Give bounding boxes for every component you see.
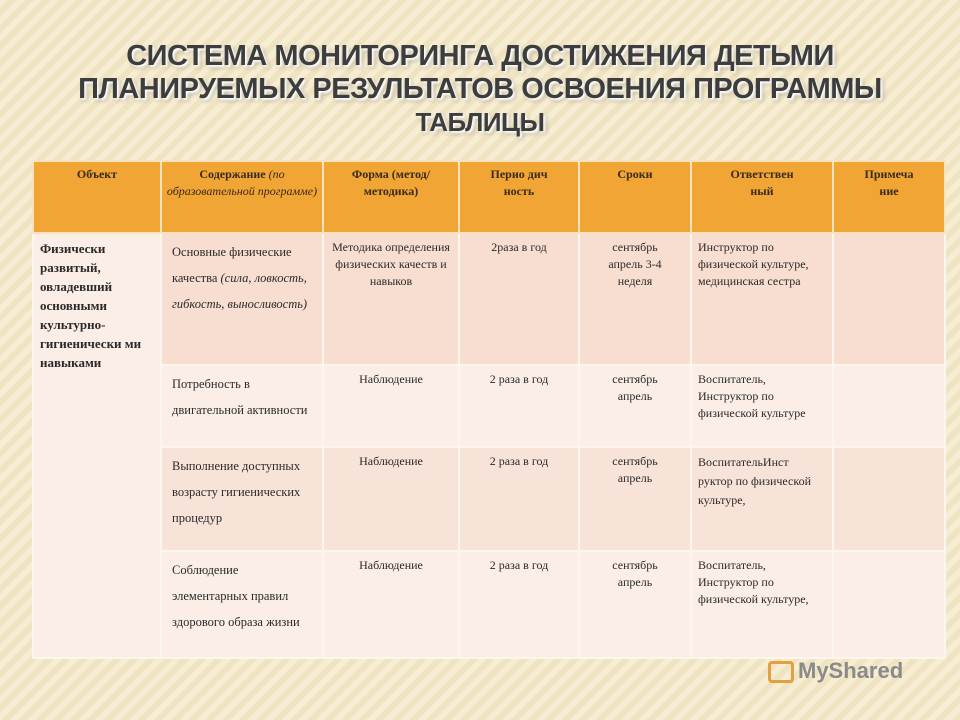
note-cell [833,447,945,551]
title-line-2: ПЛАНИРУЕМЫХ РЕЗУЛЬТАТОВ ОСВОЕНИЯ ПРОГРАММЫ [78,73,882,105]
watermark-logo: MyShared [768,658,903,684]
form-cell: Наблюдение [323,551,459,658]
period-cell: 2 раза в год [459,551,579,658]
form-cell: Наблюдение [323,365,459,447]
title-line-3: ТАБЛИЦЫ [415,107,545,137]
header-note: Примеча ние [833,161,945,233]
note-cell [833,365,945,447]
header-period: Перио дич ность [459,161,579,233]
header-object: Объект [33,161,161,233]
slide-title [0,40,960,139]
monitoring-table [32,160,946,659]
presentation-icon [768,661,794,683]
content-cell: Соблюдение элементарных правил здорового образа жизни [161,551,323,658]
terms-cell: сентябрь апрель 3-4 неделя [579,233,691,365]
responsible-cell: Воспитатель, Инструктор по физической культуре, [691,551,833,658]
content-cell: Основные физические качества (сила, ловкость, гибкость, выносливость) [161,233,323,365]
responsible-cell: ВоспитательИнст руктор по физической культуре, [691,447,833,551]
responsible-cell: Воспитатель, Инструктор по физической культуре [691,365,833,447]
form-cell: Наблюдение [323,447,459,551]
note-cell [833,551,945,658]
table-row [33,233,945,365]
period-cell: 2 раза в год [459,447,579,551]
responsible-cell: Инструктор по физической культуре, медицинская сестра [691,233,833,365]
form-cell: Методика определения физических качеств и навыков [323,233,459,365]
terms-cell: сентябрь апрель [579,551,691,658]
table-header-row [33,161,945,233]
table-row [33,551,945,658]
header-terms: Сроки [579,161,691,233]
note-cell [833,233,945,365]
content-cell: Потребность в двигательной активности [161,365,323,447]
header-form: Форма (метод/ методика) [323,161,459,233]
header-content: Содержание (по образовательной программе) [161,161,323,233]
header-responsible: Ответствен ный [691,161,833,233]
table-row [33,447,945,551]
table-row [33,365,945,447]
terms-cell: сентябрь апрель [579,365,691,447]
object-cell: Физически развитый, овладевший основными культурно-гигиенически ми навыками [33,233,161,658]
terms-cell: сентябрь апрель [579,447,691,551]
period-cell: 2 раза в год [459,365,579,447]
period-cell: 2раза в год [459,233,579,365]
title-line-1: СИСТЕМА МОНИТОРИНГА ДОСТИЖЕНИЯ ДЕТЬМИ [126,40,834,72]
content-cell: Выполнение доступных возрасту гигиенических процедур [161,447,323,551]
